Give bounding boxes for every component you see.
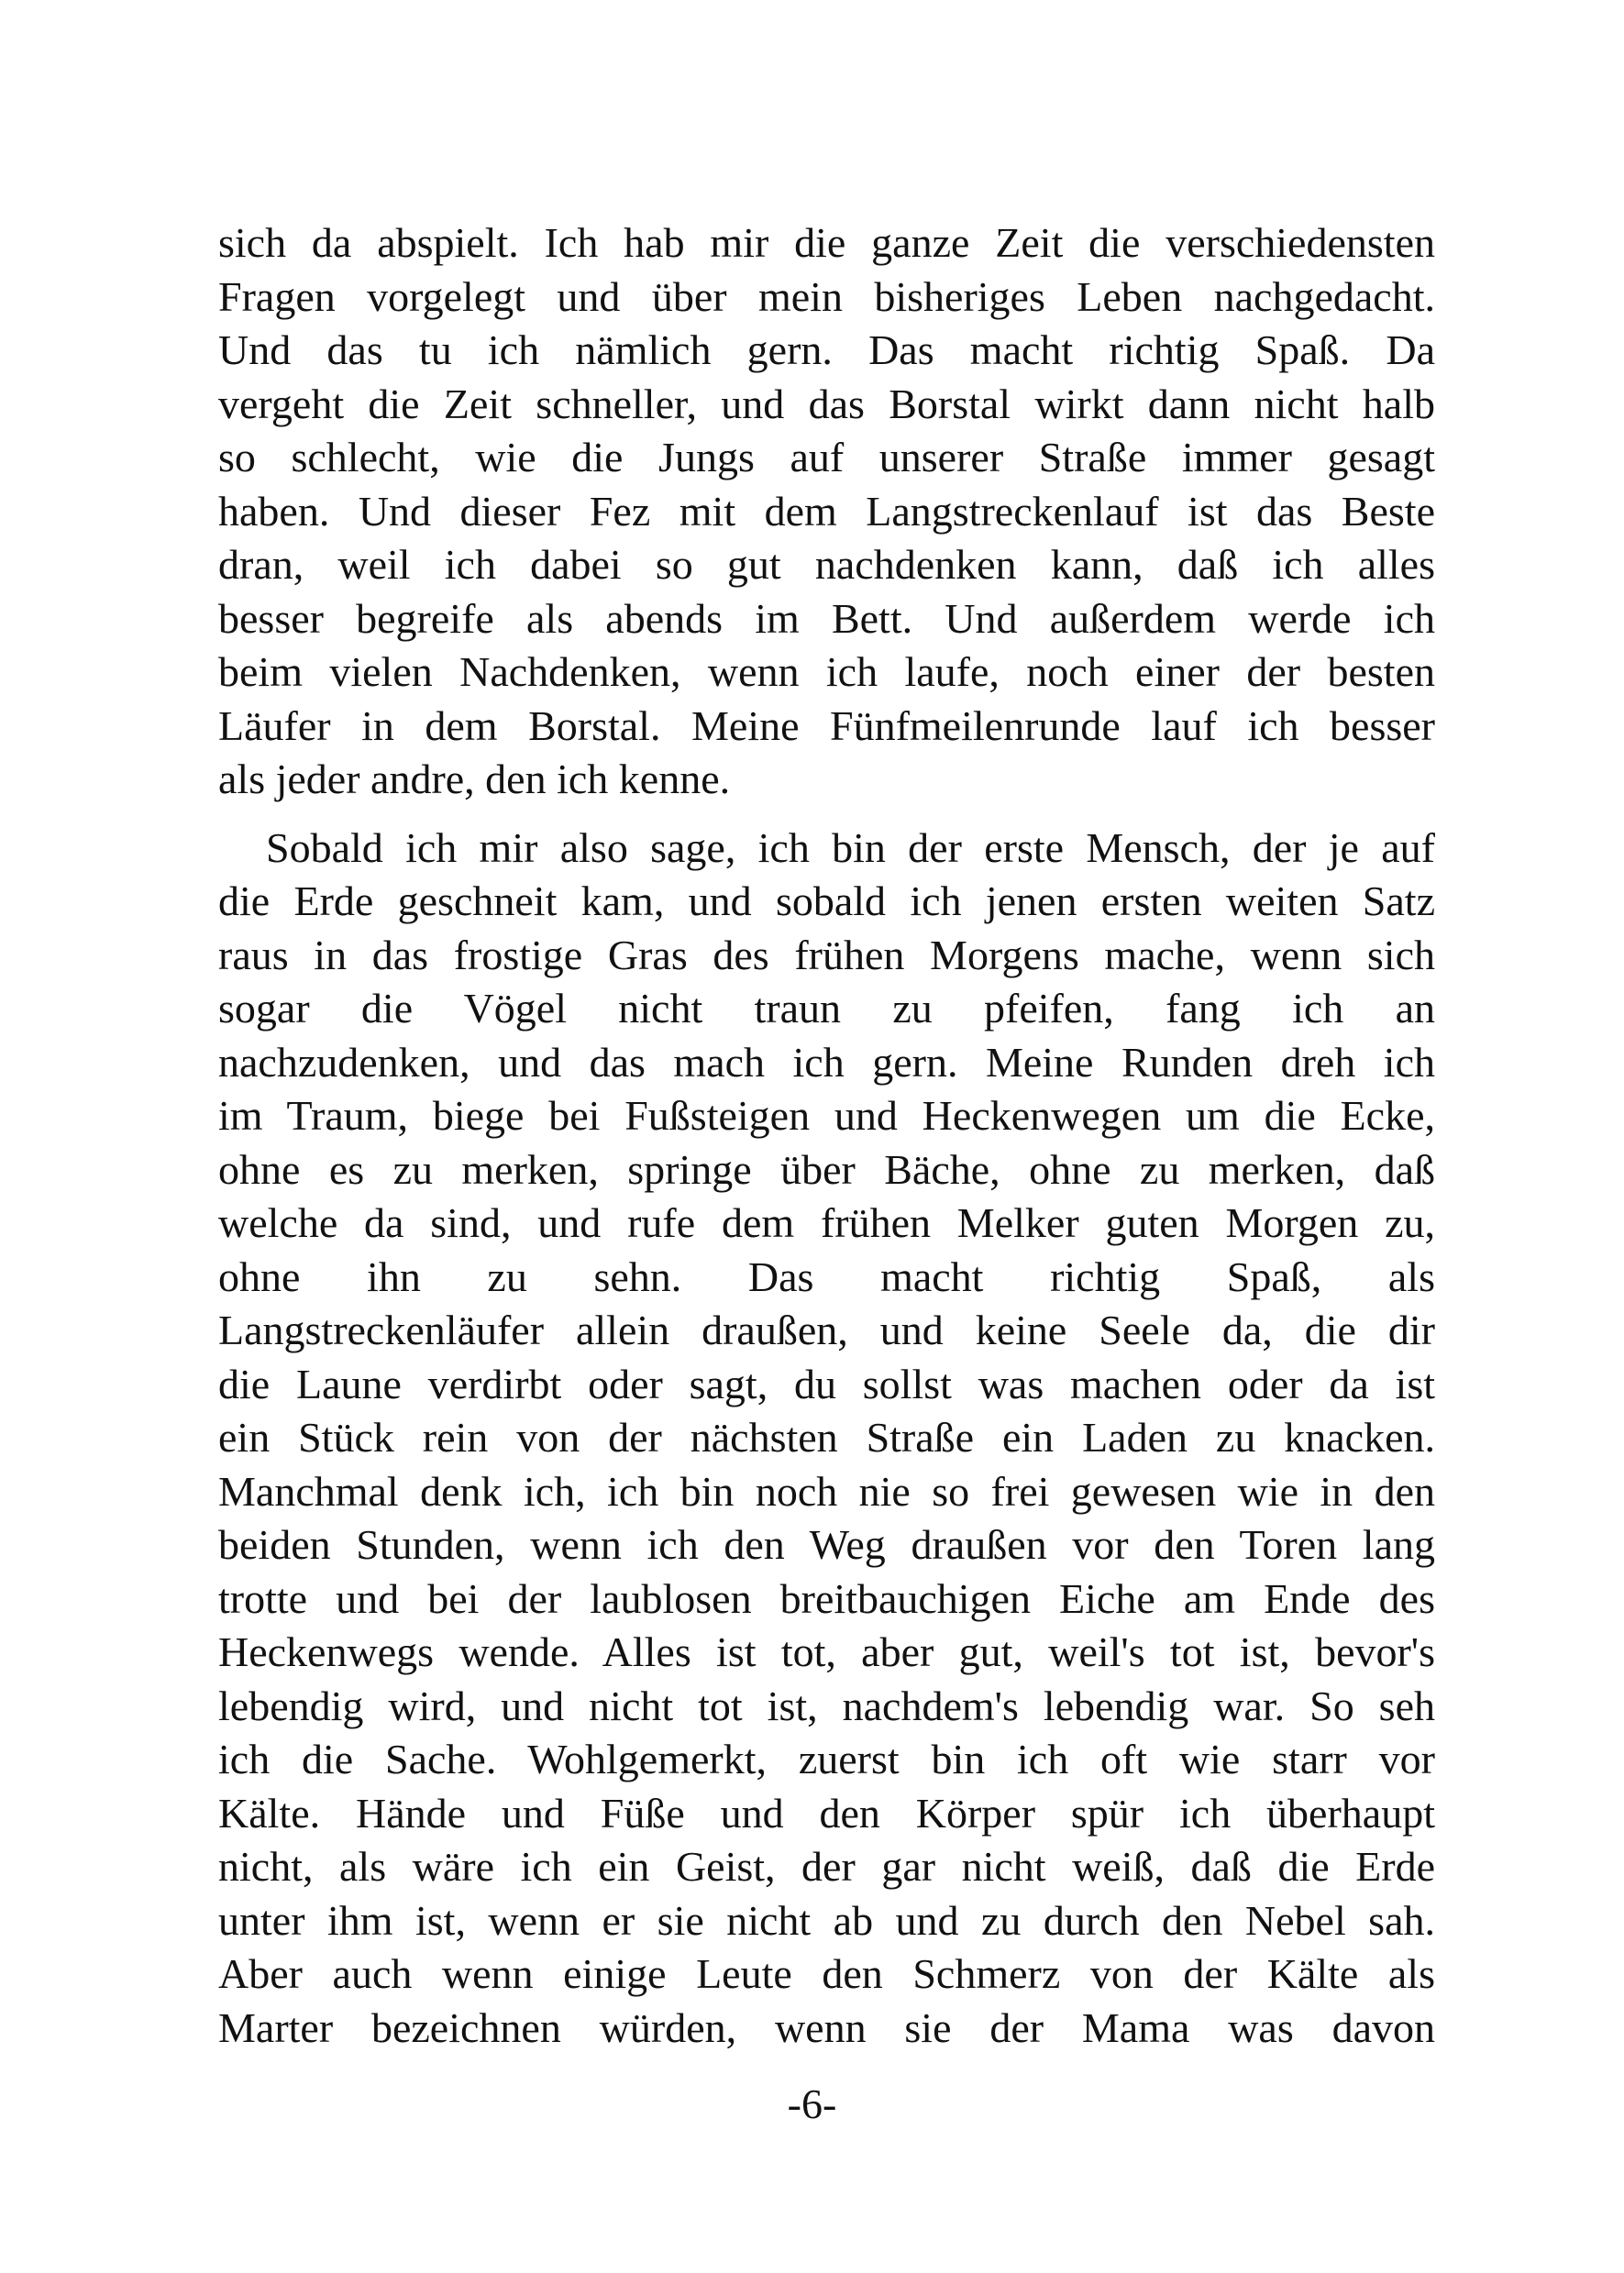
text-line: welche da sind, und rufe dem frühen Melker guten Morgen zu,	[218, 1199, 1435, 1246]
text-line: beim vielen Nachdenken, wenn ich laufe, noch einer der besten	[218, 648, 1435, 695]
body-text	[218, 216, 1435, 2055]
text-line: nachzudenken, und das mach ich gern. Meine Runden dreh ich	[218, 1038, 1435, 1086]
text-line: Sobald ich mir also sage, ich bin der erste Mensch, der je auf	[266, 823, 1435, 871]
text-line: Kälte. Hände und Füße und den Körper spür ich überhaupt	[218, 1789, 1435, 1837]
text-line: ohne ihn zu sehn. Das macht richtig Spaß, als	[218, 1252, 1435, 1300]
paragraph-2	[218, 822, 1435, 2056]
text-line: vergeht die Zeit schneller, und das Borstal wirkt dann nicht halb	[218, 380, 1435, 427]
text-line: als jeder andre, den ich kenne.	[218, 756, 731, 802]
text-line: die Laune verdirbt oder sagt, du sollst was machen oder da ist	[218, 1360, 1435, 1407]
text-line: ohne es zu merken, springe über Bäche, ohne zu merken, daß	[218, 1145, 1435, 1193]
text-line: so schlecht, wie die Jungs auf unserer Straße immer gesagt	[218, 434, 1435, 480]
text-line: Läufer in dem Borstal. Meine Fünfmeilenrunde lauf ich besser	[218, 701, 1435, 749]
text-line: im Traum, biege bei Fußsteigen und Heckenwegen um die Ecke,	[218, 1092, 1435, 1139]
page-number: -6-	[787, 2080, 837, 2127]
text-line: Und das tu ich nämlich gern. Das macht richtig Spaß. Da	[218, 326, 1435, 373]
text-line: Fragen vorgelegt und über mein bisheriges Leben nachgedacht.	[218, 272, 1435, 320]
text-line: sogar die Vögel nicht traun zu pfeifen, fang ich an	[218, 985, 1435, 1032]
text-line: dran, weil ich dabei so gut nachdenken kann, daß ich alles	[218, 541, 1435, 588]
text-line: ein Stück rein von der nächsten Straße ein Laden zu knacken.	[218, 1414, 1435, 1461]
paragraph-gap	[218, 807, 1435, 822]
text-line: haben. Und dieser Fez mit dem Langstreckenlauf ist das Beste	[218, 487, 1435, 535]
text-line: Langstreckenläufer allein draußen, und keine Seele da, die dir	[218, 1307, 1435, 1353]
text-line: lebendig wird, und nicht tot ist, nachdem's lebendig war. So seh	[218, 1682, 1435, 1729]
text-line: trotte und bei der laublosen breitbauchigen Eiche am Ende des	[218, 1574, 1435, 1622]
text-line: raus in das frostige Gras des frühen Morgens mache, wenn sich	[218, 931, 1435, 978]
text-line: unter ihm ist, wenn er sie nicht ab und zu durch den Nebel sah.	[218, 1896, 1435, 1944]
text-line: besser begreife als abends im Bett. Und außerdem werde ich	[218, 594, 1435, 642]
text-line: Marter bezeichnen würden, wenn sie der Mama was davon	[218, 2003, 1435, 2051]
text-line: Heckenwegs wende. Alles ist tot, aber gut, weil's tot ist, bevor's	[218, 1628, 1435, 1675]
text-line: Aber auch wenn einige Leute den Schmerz von der Kälte als	[218, 1950, 1435, 1997]
text-line: ich die Sache. Wohlgemerkt, zuerst bin ich oft wie starr vor	[218, 1736, 1435, 1782]
text-line: nicht, als wäre ich ein Geist, der gar nicht weiß, daß die Erde	[218, 1843, 1435, 1890]
text-line: die Erde geschneit kam, und sobald ich jenen ersten weiten Satz	[218, 877, 1435, 924]
text-line: sich da abspielt. Ich hab mir die ganze Zeit die verschiedensten	[218, 219, 1435, 266]
text-line: beiden Stunden, wenn ich den Weg draußen vor den Toren lang	[218, 1521, 1435, 1568]
text-line: Manchmal denk ich, ich bin noch nie so frei gewesen wie in den	[218, 1467, 1435, 1515]
paragraph-1	[218, 216, 1435, 807]
